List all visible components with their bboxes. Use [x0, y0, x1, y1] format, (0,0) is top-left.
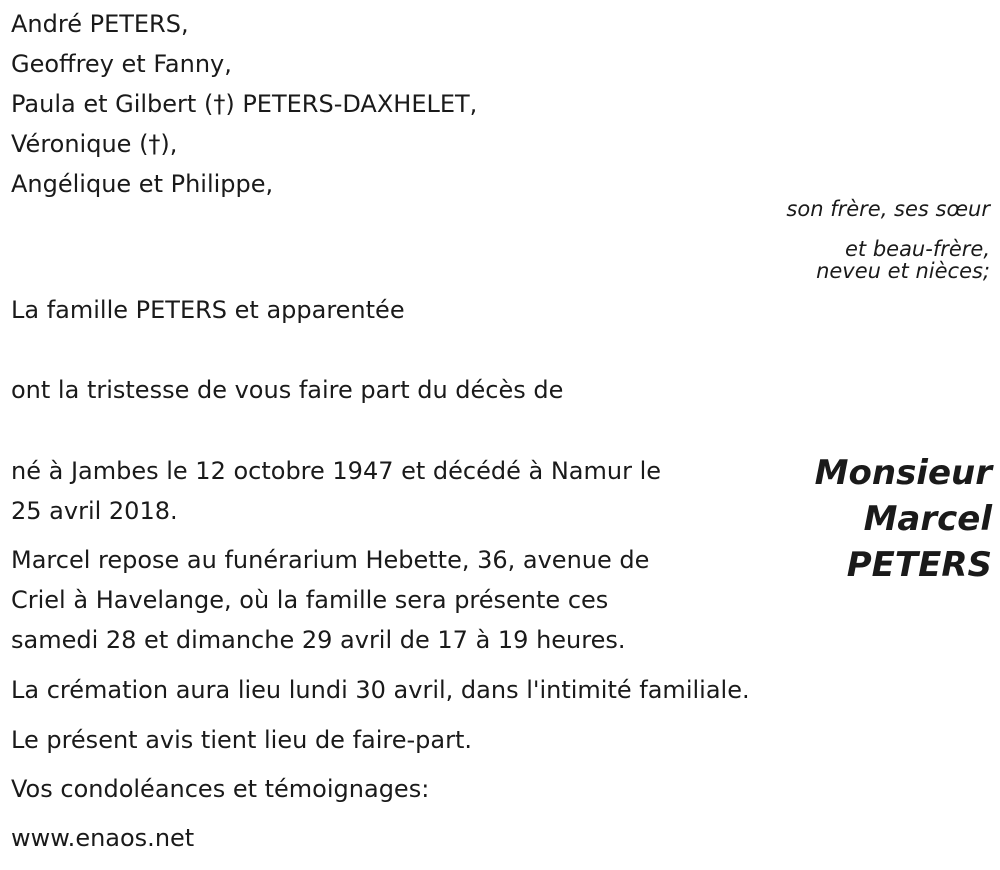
birth-death-line: 25 avril 2018. [11, 497, 178, 525]
funeral-home-line: Criel à Havelange, où la famille sera présente ces [11, 586, 609, 614]
relation-line: son frère, ses sœur [786, 197, 990, 221]
family-member-line: Geoffrey et Fanny, [11, 50, 232, 78]
deceased-title: Monsieur [814, 453, 992, 493]
cremation-line: La crémation aura lieu lundi 30 avril, dans l'intimité familiale. [11, 676, 750, 704]
deceased-last-name: PETERS [846, 545, 992, 585]
family-member-line: Angélique et Philippe, [11, 170, 274, 198]
extended-family-line: La famille PETERS et apparentée [11, 296, 405, 324]
family-member-line: André PETERS, [11, 10, 189, 38]
family-member-line: Véronique (†), [11, 130, 178, 158]
relation-line: neveu et nièces; [816, 259, 990, 283]
funeral-home-line: Marcel repose au funérarium Hebette, 36, avenue de [11, 546, 650, 574]
family-member-line: Paula et Gilbert (†) PETERS-DAXHELET, [11, 90, 478, 118]
notice-line: Le présent avis tient lieu de faire-part. [11, 726, 473, 754]
birth-death-line: né à Jambes le 12 octobre 1947 et décédé à Namur le [11, 457, 662, 485]
funeral-home-line: samedi 28 et dimanche 29 avril de 17 à 19 heures. [11, 626, 626, 654]
condolences-label: Vos condoléances et témoignages: [11, 775, 430, 803]
deceased-first-name: Marcel [863, 499, 992, 539]
website-link[interactable]: www.enaos.net [11, 824, 195, 852]
announcement-line: ont la tristesse de vous faire part du décès de [11, 376, 564, 404]
relation-line: et beau-frère, [844, 237, 990, 261]
